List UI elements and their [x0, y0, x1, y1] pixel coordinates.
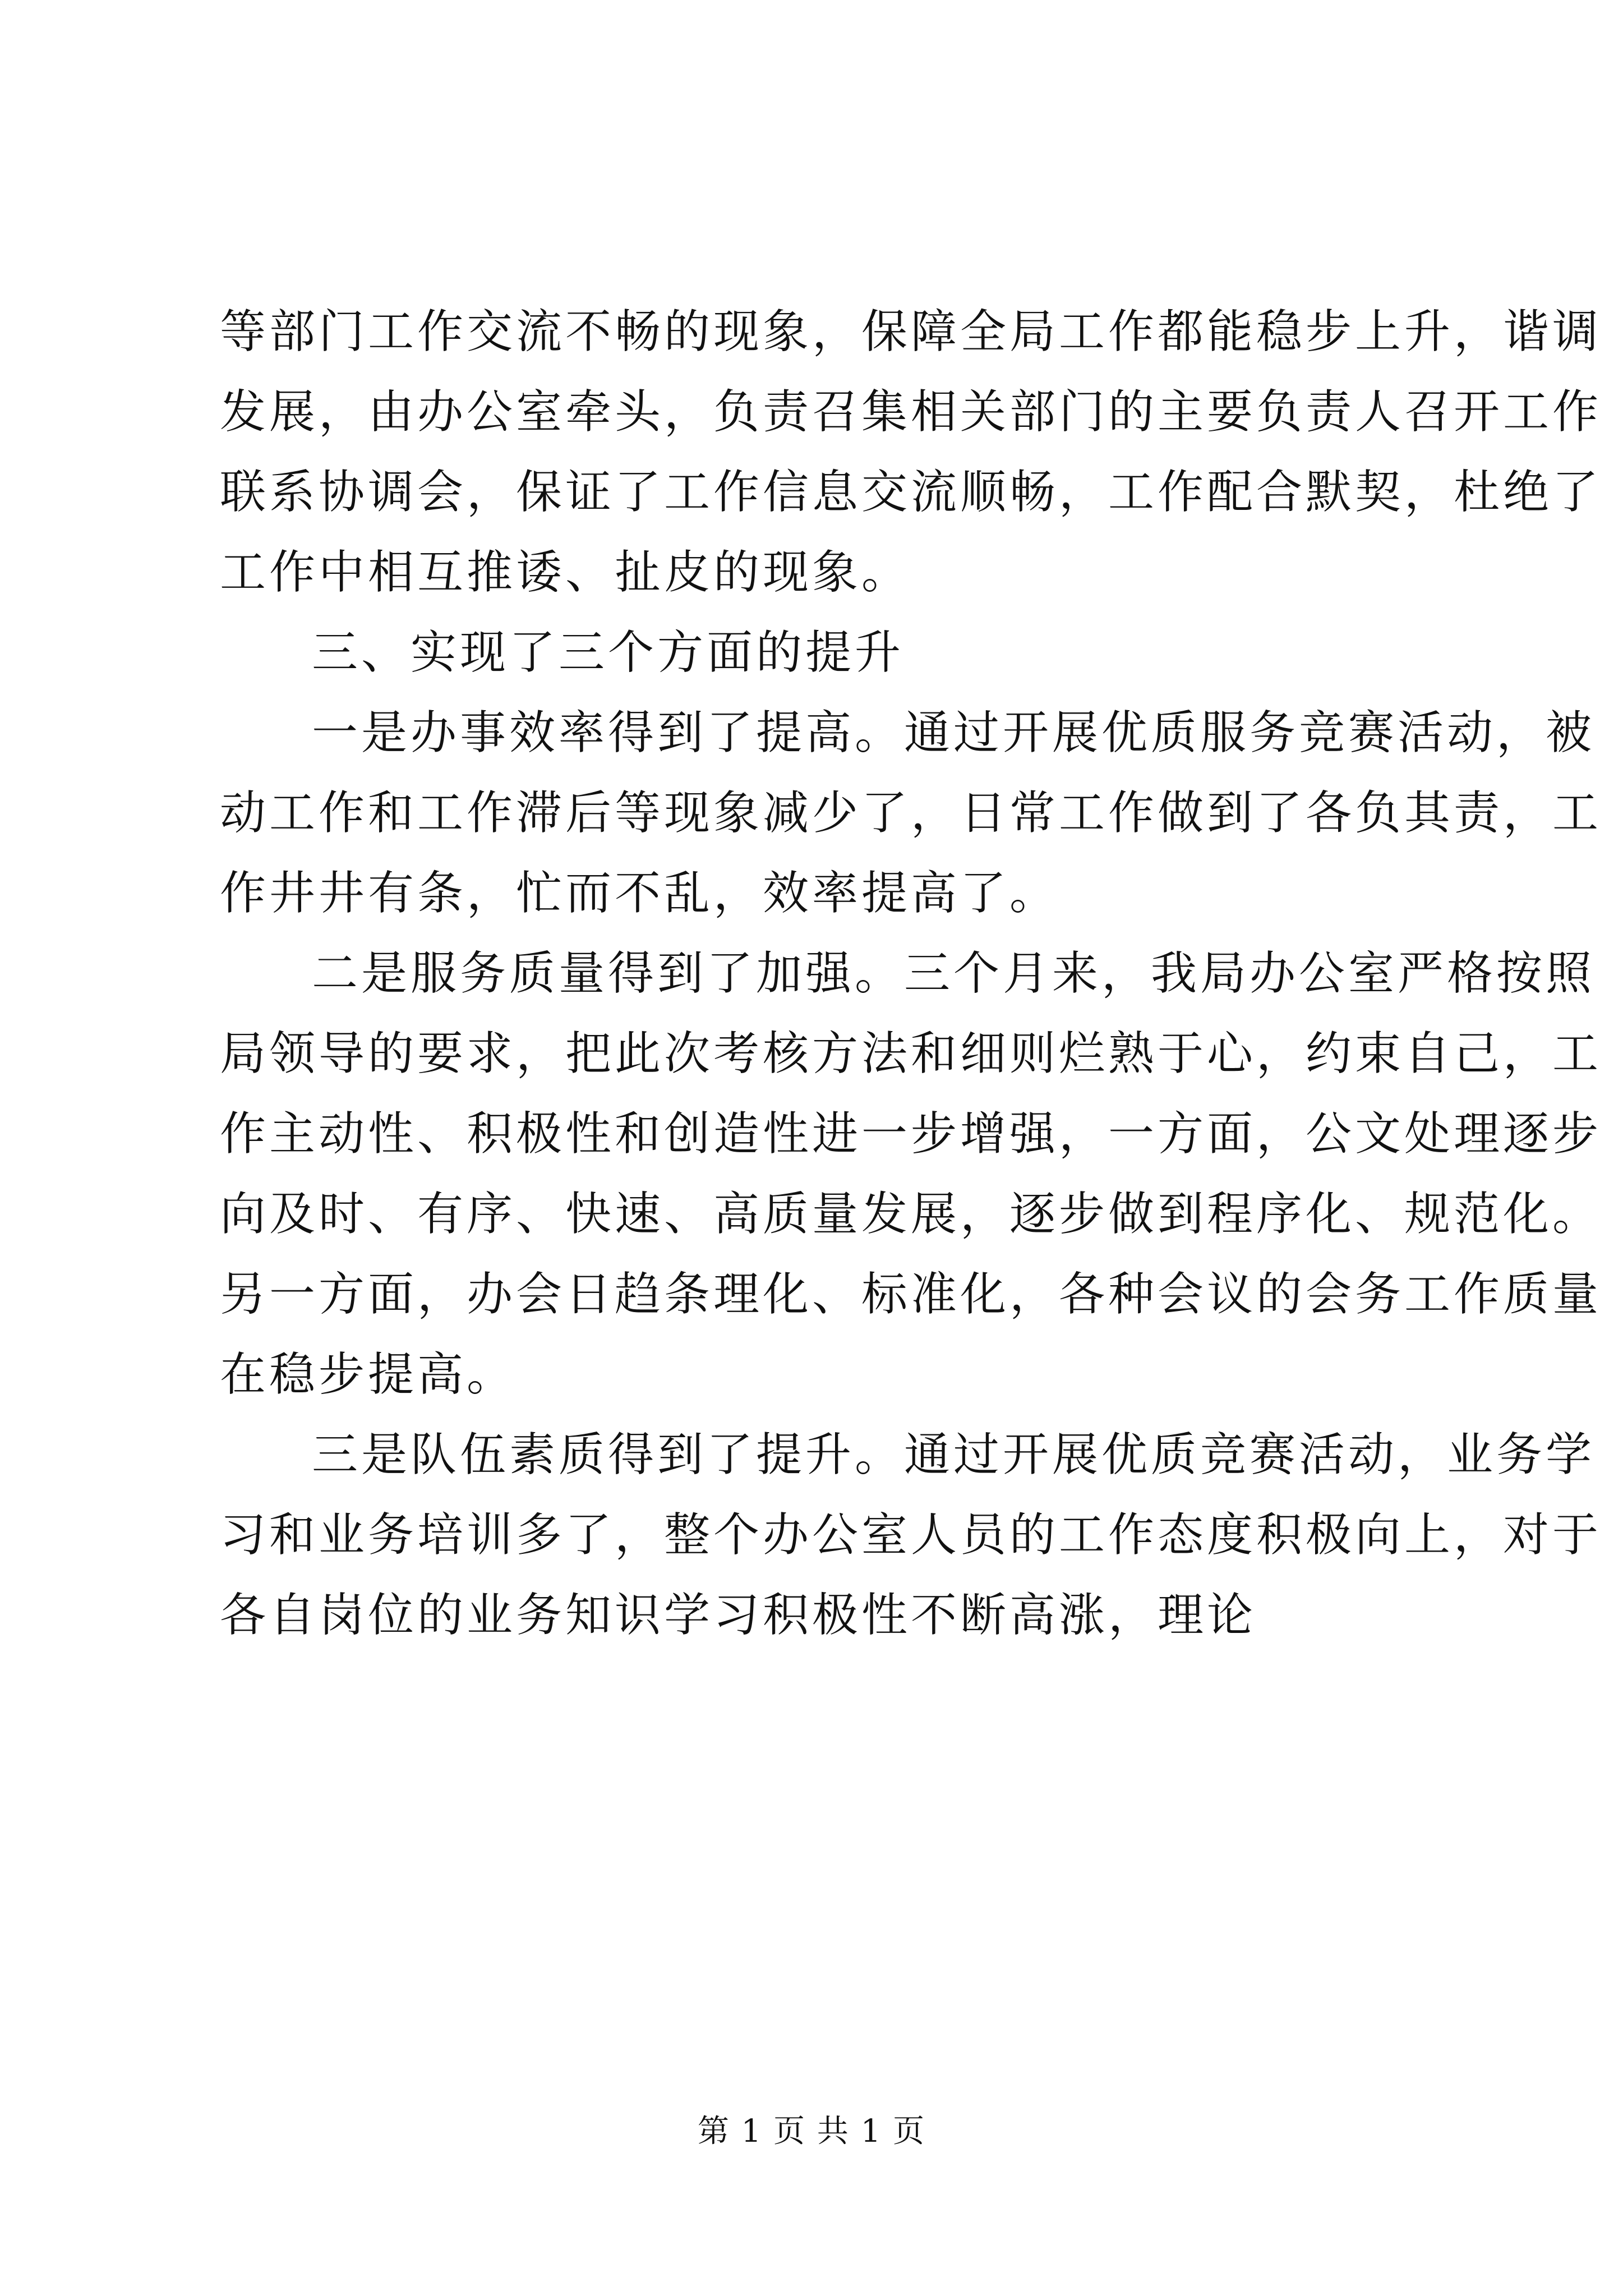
text-line: 在稳步提高。 [220, 1348, 517, 1401]
text-line: 习和业务培训多了，整个办公室人员的工作态度积极向上，对于 [220, 1508, 1602, 1562]
document-body [220, 292, 1602, 1655]
text-line: 等部门工作交流不畅的现象，保障全局工作都能稳步上升，谐调 [220, 305, 1602, 358]
text-line: 作井井有条，忙而不乱，效率提高了。 [220, 867, 1059, 920]
text-line: 一是办事效率得到了提高。通过开展优质服务竞赛活动，被 [312, 706, 1596, 760]
text-line: 三是队伍素质得到了提升。通过开展优质竞赛活动，业务学 [312, 1428, 1596, 1481]
text-line: 工作中相互推诿、扯皮的现象。 [220, 546, 911, 599]
page-footer: 第 1 页 共 1 页 [697, 2113, 926, 2150]
text-line: 动工作和工作滞后等现象减少了，日常工作做到了各负其责，工 [220, 786, 1602, 840]
text-line: 向及时、有序、快速、高质量发展，逐步做到程序化、规范化。 [220, 1188, 1602, 1241]
section-heading: 三、实现了三个方面的提升 [312, 626, 905, 679]
text-line: 另一方面，办会日趋条理化、标准化，各种会议的会务工作质量 [220, 1268, 1602, 1321]
text-line: 联系协调会，保证了工作信息交流顺畅，工作配合默契，杜绝了 [220, 466, 1602, 519]
text-line: 发展，由办公室牵头，负责召集相关部门的主要负责人召开工作 [220, 385, 1602, 439]
text-line: 二是服务质量得到了加强。三个月来，我局办公室严格按照 [312, 947, 1596, 1000]
text-line: 作主动性、积极性和创造性进一步增强，一方面，公文处理逐步 [220, 1107, 1602, 1161]
text-line: 各自岗位的业务知识学习积极性不断高涨，理论 [220, 1589, 1257, 1642]
text-line: 局领导的要求，把此次考核方法和细则烂熟于心，约束自己，工 [220, 1027, 1602, 1080]
